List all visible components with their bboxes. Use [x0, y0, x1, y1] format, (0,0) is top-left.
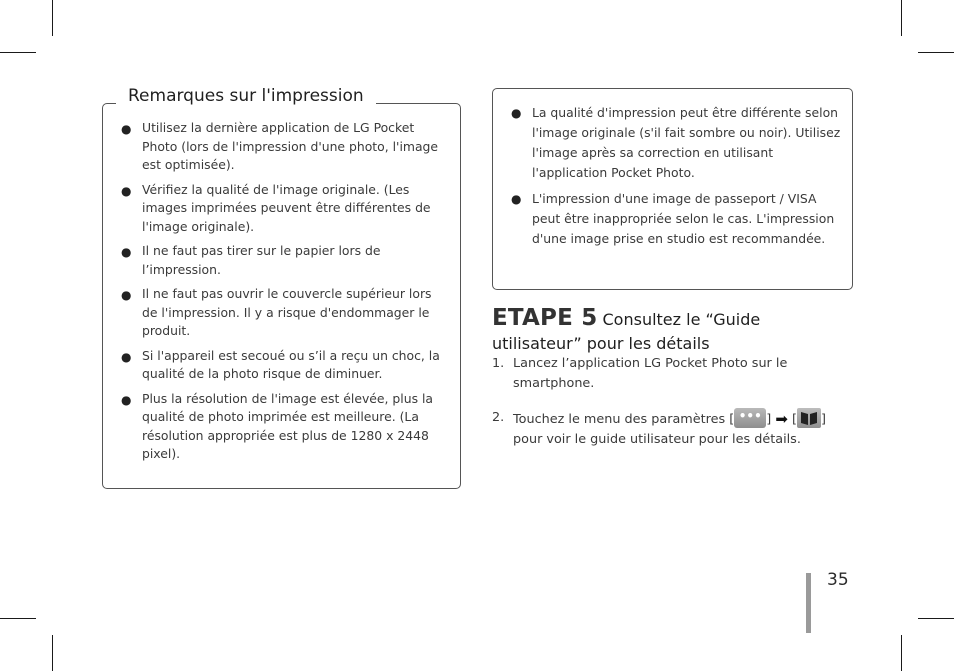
crop-mark — [52, 0, 53, 36]
crop-mark — [918, 52, 954, 53]
bullet-icon: ● — [121, 349, 132, 364]
crop-mark — [0, 618, 36, 619]
notes-list — [121, 119, 442, 470]
more-dots-icon: ••• — [734, 408, 766, 428]
list-item: ● Il ne faut pas tirer sur le papier lors de l’impression. — [121, 243, 381, 277]
crop-mark — [52, 635, 53, 671]
page-number: 35 — [827, 570, 849, 590]
guide-book-icon — [797, 408, 821, 428]
crop-mark — [901, 635, 902, 671]
crop-mark — [918, 618, 954, 619]
list-item: ● Vérifiez la qualité de l'image originale. (Les images imprimées peuvent être différentes de l'image originale). — [121, 181, 431, 234]
crop-mark — [0, 52, 36, 53]
bullet-icon: ● — [511, 106, 522, 120]
quality-notes-list — [511, 103, 847, 255]
instruction-item: 2. Touchez le menu des paramètres [ ••• ] ➡ [ ] pour voir le guide utilisateur pour les détails. — [492, 409, 826, 447]
bullet-icon: ● — [121, 288, 132, 302]
bullet-icon: ● — [121, 183, 132, 198]
step-heading — [492, 306, 854, 356]
instruction-item: 1. Lancez l’application LG Pocket Photo sur le smartphone. — [492, 356, 788, 391]
arrow-right-icon: ➡ — [775, 410, 788, 428]
bullet-icon: ● — [121, 122, 132, 136]
bullet-icon: ● — [121, 392, 132, 407]
bullet-icon: ● — [511, 192, 522, 206]
page-number-bar — [806, 573, 811, 633]
list-item: ● L'impression d'une image de passeport / VISA peut être inappropriée selon le cas. L'impression d'une image prise en studio est recommandée. — [511, 191, 835, 246]
step-number: ETAPE 5 — [492, 305, 598, 331]
step-instructions — [492, 354, 837, 450]
step-title: Consultez le “Guide utilisateur” pour les détails — [492, 310, 761, 353]
bullet-icon: ● — [121, 245, 132, 259]
list-item: ● Utilisez la dernière application de LG Pocket Photo (lors de l'impression d'une photo, l'image est optimisée). — [121, 120, 439, 172]
list-item: ● Plus la résolution de l'image est élevée, plus la qualité de photo imprimée est meilleure. (La résolution appropriée est plus de 1280 x 2448 pixel). — [121, 390, 434, 461]
notes-box-title: Remarques sur l'impression — [116, 86, 376, 106]
list-item: ● La qualité d'impression peut être différente selon l'image originale (s'il fait sombre ou noir). Utilisez l'image après sa correction en utilisant l'application Pocket Photo. — [511, 105, 841, 180]
list-item: ● Il ne faut pas ouvrir le couvercle supérieur lors de l'impression. Il y a risque d'endommager le produit. — [121, 286, 432, 338]
crop-mark — [901, 0, 902, 36]
list-item: ● Si l'appareil est secoué ou s’il a reçu un choc, la qualité de la photo risque de diminuer. — [121, 347, 440, 381]
